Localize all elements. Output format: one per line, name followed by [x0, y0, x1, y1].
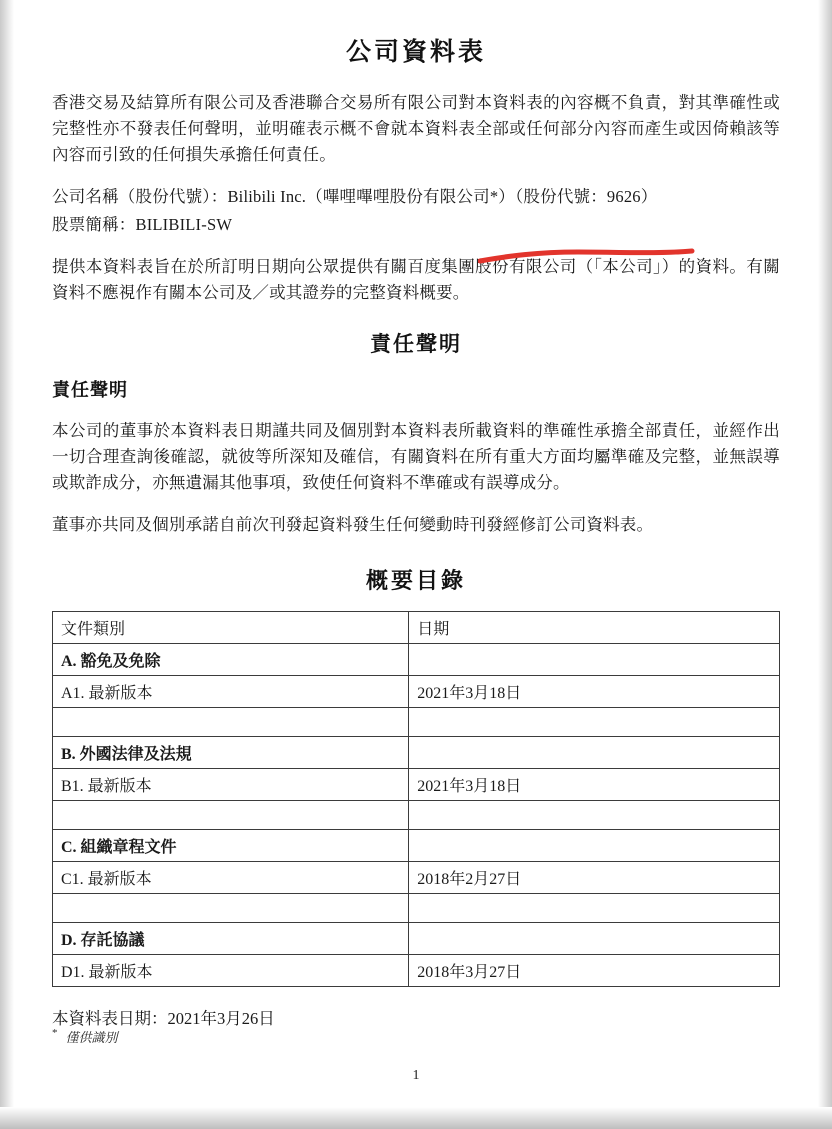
table-row [53, 862, 780, 894]
table-cell-date [409, 801, 780, 830]
table-cell-date: 2021年3月18日 [409, 676, 780, 708]
purpose-paragraph: 提供本資料表旨在於所訂明日期向公眾提供有關百度集團股份有限公司（「本公司」）的資料。有關資料不應視作有關本公司及／或其證券的完整資料概要。 [52, 257, 780, 302]
responsibility-heading: 責任聲明 [370, 332, 462, 356]
table-header-row [53, 612, 780, 644]
company-name-line: 公司名稱（股份代號）：Bilibili Inc.（嗶哩嗶哩股份有限公司*）（股份代號：9626） [52, 187, 658, 206]
responsibility-paragraph-2: 董事亦共同及個別承諾自前次刊發起資料發生任何變動時刊發經修訂公司資料表。 [52, 515, 654, 534]
page-shadow-right [818, 0, 832, 1129]
stock-short-name-line: 股票簡稱：BILIBILI-SW [52, 215, 233, 234]
footnote-marker: * [52, 1027, 58, 1039]
table-cell-category: D1. 最新版本 [53, 955, 409, 987]
page-shadow-left [0, 0, 14, 1129]
table-row [53, 955, 780, 987]
table-row [53, 644, 780, 676]
table-header-date: 日期 [409, 612, 780, 644]
table-cell-date [409, 894, 780, 923]
table-cell-category: B. 外國法律及法規 [53, 737, 409, 769]
page-title: 公司資料表 [345, 39, 486, 66]
table-cell-category: C. 組織章程文件 [53, 830, 409, 862]
table-cell-date [409, 708, 780, 737]
table-cell-category: A1. 最新版本 [53, 676, 409, 708]
table-row [53, 894, 780, 923]
table-cell-date [409, 644, 780, 676]
table-cell-date: 2021年3月18日 [409, 769, 780, 801]
disclaimer-paragraph: 香港交易及結算所有限公司及香港聯合交易所有限公司對本資料表的內容概不負責，對其準確性或完整性亦不發表任何聲明，並明確表示概不會就本資料表全部或任何部分內容而產生或因倚賴該等內容而引致的任何損失承擔任何責任。 [52, 93, 780, 164]
table-cell-category: A. 豁免及免除 [53, 644, 409, 676]
footnote [52, 1027, 118, 1046]
table-cell-date [409, 923, 780, 955]
table-header-category: 文件類別 [53, 612, 409, 644]
table-row [53, 769, 780, 801]
table-row [53, 737, 780, 769]
table-cell-date: 2018年3月27日 [409, 955, 780, 987]
document-date-line: 本資料表日期：2021年3月26日 [52, 1009, 275, 1028]
table-cell-date [409, 737, 780, 769]
table-cell-date: 2018年2月27日 [409, 862, 780, 894]
table-row [53, 708, 780, 737]
table-row [53, 830, 780, 862]
summary-table [52, 611, 780, 987]
table-cell-category: D. 存託協議 [53, 923, 409, 955]
responsibility-paragraph-1: 本公司的董事於本資料表日期謹共同及個別對本資料表所載資料的準確性承擔全部責任，並經作出一切合理查詢後確認，就彼等所深知及確信，有關資料在所有重大方面均屬準確及完整，並無誤導或欺詐成分，亦無遺漏其他事項，致使任何資料不準確或有誤導成分。 [52, 421, 780, 492]
table-cell-date [409, 830, 780, 862]
table-row [53, 676, 780, 708]
table-cell-category [53, 801, 409, 830]
table-cell-category [53, 894, 409, 923]
responsibility-subheading: 責任聲明 [52, 380, 128, 400]
table-row [53, 923, 780, 955]
table-cell-category [53, 708, 409, 737]
table-cell-category: B1. 最新版本 [53, 769, 409, 801]
page-shadow-bottom [0, 1107, 832, 1129]
footnote-text: 僅供識別 [65, 1030, 118, 1045]
toc-heading: 概要目錄 [365, 568, 466, 593]
table-cell-category: C1. 最新版本 [53, 862, 409, 894]
table-row [53, 801, 780, 830]
page-number: 1 [412, 1068, 420, 1083]
